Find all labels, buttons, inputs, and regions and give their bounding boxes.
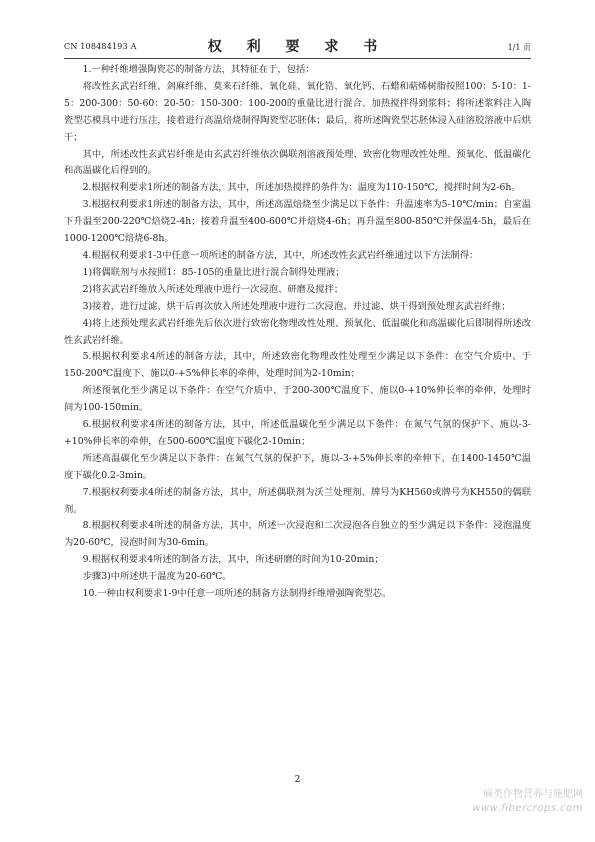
claim-paragraph: 2.根据权利要求1所述的制备方法，其中，所述加热搅拌的条件为：温度为110-150℃，搅拌时间为2-6h。 — [82, 182, 521, 194]
claim-paragraph: 5.根据权利要求4所述的制备方法，其中，所述致密化物理改性处理至少满足以下条件：在空气介质中、于150-200℃温度下、施以0-+5%伸长率的牵伸，处理时间为2-10min； — [64, 351, 531, 380]
claim-paragraph: 4.根据权利要求1-3中任意一项所述的制备方法，其中，所述改性玄武岩纤维通过以下方法制得： — [82, 249, 479, 261]
claim-paragraph: 步骤3)中所述烘干温度为20-60℃。 — [82, 571, 232, 583]
claim-paragraph: 1.一种纤维增强陶瓷芯的制备方法，其特征在于，包括： — [82, 64, 315, 75]
claim-paragraph: 6.根据权利要求4所述的制备方法，其中，所述低温碳化至少满足以下条件：在氮气气氛的保护下、施以-3-+10%伸长率的牵伸，在500-600℃温度下碳化2-10min； — [64, 419, 531, 447]
page-header — [64, 34, 531, 56]
claim-paragraph: 10.一种由权利要求1-9中任意一项所述的制备方法制得纤维增强陶瓷型芯。 — [82, 588, 392, 600]
watermark-url: www.fibercrops.com — [472, 803, 583, 814]
claim-paragraph: 将改性玄武岩纤维、剑麻纤维、莫来石纤维、氧化硅、氧化锆、氧化钙、石蜡和萜烯树脂按照100：5-10：1-5：200-300：50-60：20-50：150-300：100-200的重量比进行混合、加热搅拌得到浆料；将所述浆料注入陶瓷型芯模具中进行压注，接着进行高温焙烧制得陶瓷型芯胚体；最后，将所述陶瓷型芯胚体浸入硅溶胶溶液中后烘干； — [64, 80, 531, 143]
header-rule — [64, 58, 531, 59]
claim-paragraph: 7.根据权利要求4所述的制备方法，其中，所述偶联剂为沃兰处理剂、牌号为KH560或牌号为KH550的偶联剂。 — [64, 486, 531, 515]
claim-paragraph: 8.根据权利要求4所述的制备方法，其中，所述一次浸泡和二次浸泡各自独立的至少满足以下条件：浸泡温度为20-60℃，浸泡时间为30-6min。 — [64, 520, 531, 549]
page-indicator: 1/1 页 — [507, 43, 531, 52]
claim-paragraph: 所述高温碳化至少满足以下条件：在氮气气氛的保护下，施以-3-+5%伸长率的牵伸下、在1400-1450℃温度下碳化0.2-3min。 — [64, 452, 531, 481]
page-number: 2 — [294, 775, 301, 785]
claim-paragraph: 2)将玄武岩纤维放入所述处理液中进行一次浸泡、研磨及搅拌； — [82, 283, 344, 295]
claim-paragraph: 9.根据权利要求4所述的制备方法，其中，所述研磨的时间为10-20min； — [82, 554, 384, 566]
watermark-site-name: 麻类作物营养与施肥网 — [483, 789, 583, 800]
claim-paragraph: 1)将偶联剂与水按照1：85-105的重量比进行混合制得处理液； — [82, 266, 345, 278]
claim-paragraph: 3.根据权利要求1所述的制备方法，其中，所述高温焙烧至少满足以下条件：升温速率为5-10℃/min；自室温下升温至200-220℃焙烧2-4h；接着升温至400-600℃并焙烧4-6h；再升温至800-850℃并保温4-5h，最后在1000-1200℃焙烧6-8h。 — [64, 199, 531, 245]
claim-paragraph: 4)将上述预处理玄武岩纤维先后依次进行致密化物理改性处理、预氧化、低温碳化和高温碳化后即制得所述改性玄武岩纤维。 — [64, 317, 531, 346]
claim-paragraph: 所述预氧化至少满足以下条件：在空气介质中、于200-300℃温度下、施以0-+10%伸长率的牵伸，处理时间为100-150min。 — [64, 385, 531, 414]
site-watermark — [472, 788, 583, 816]
publication-number: CN 108484193 A — [64, 42, 137, 51]
claims-body — [64, 62, 531, 603]
claim-paragraph: 3)接着，进行过滤、烘干后再次放入所述处理液中进行二次浸泡、并过滤、烘干得到预处理玄武岩纤维； — [82, 300, 511, 312]
claim-paragraph: 其中，所述改性玄武岩纤维是由玄武岩纤维依次偶联剂溶液预处理、致密化物理改性处理、预氧化、低温碳化和高温碳化后得到的。 — [64, 148, 531, 177]
document-title: 权 利 要 求 书 — [207, 39, 388, 55]
